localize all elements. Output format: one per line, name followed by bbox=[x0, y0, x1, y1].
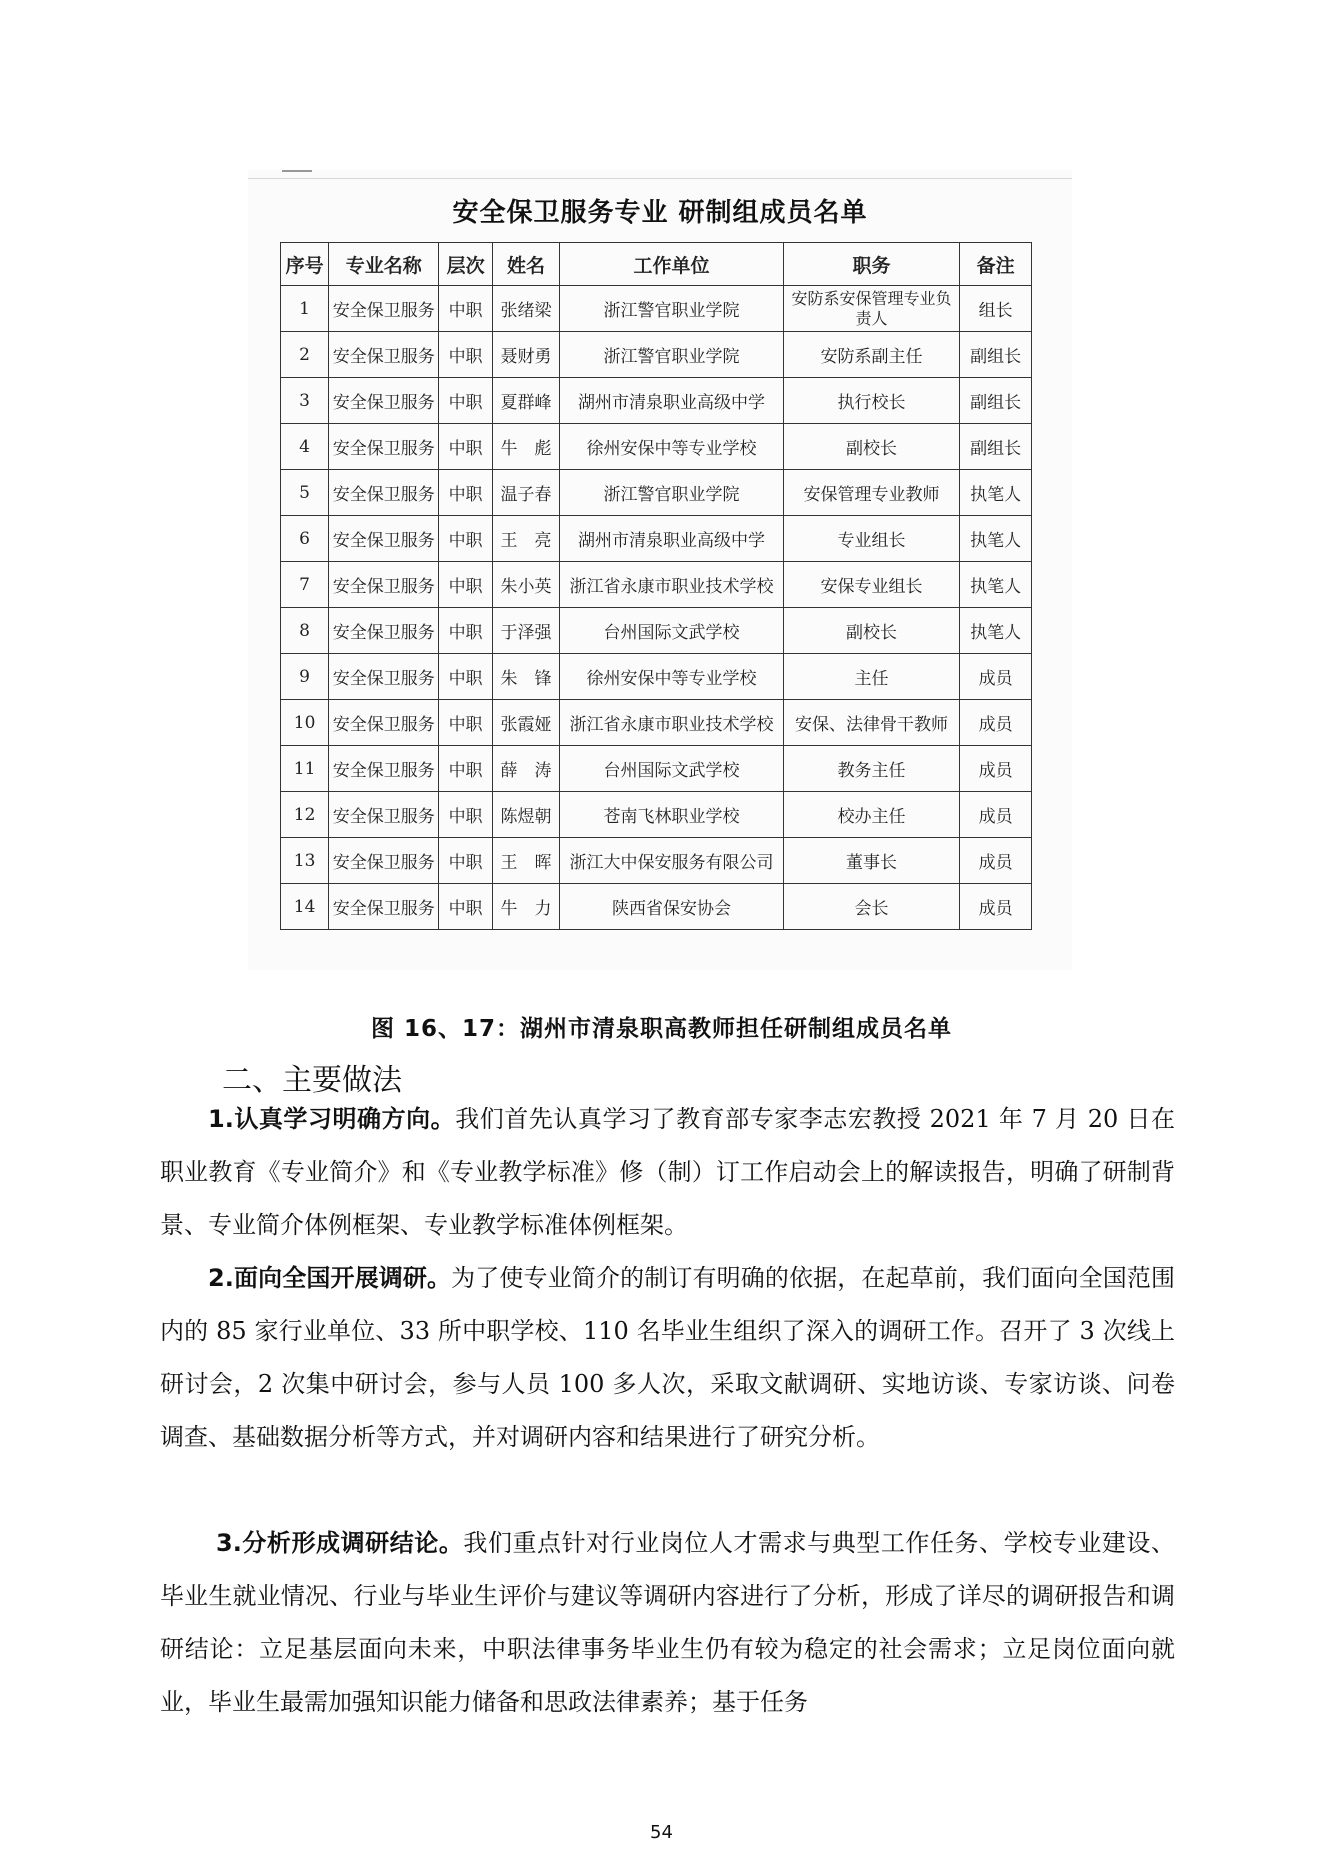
table-row bbox=[281, 332, 1032, 378]
cell-workplace: 徐州安保中等专业学校 bbox=[560, 654, 784, 700]
cell-name: 牛 力 bbox=[492, 884, 559, 930]
cell-position: 安防系副主任 bbox=[783, 332, 960, 378]
cell-major: 安全保卫服务 bbox=[329, 516, 439, 562]
cell-position: 安保专业组长 bbox=[783, 562, 960, 608]
cell-workplace: 台州国际文武学校 bbox=[560, 746, 784, 792]
cell-remark: 执笔人 bbox=[960, 470, 1032, 516]
paragraph-3-lead: 3.分析形成调研结论。 bbox=[216, 1529, 464, 1557]
cell-remark: 副组长 bbox=[960, 424, 1032, 470]
table-row bbox=[281, 746, 1032, 792]
table-row bbox=[281, 792, 1032, 838]
cell-index: 12 bbox=[281, 792, 329, 838]
cell-major: 安全保卫服务 bbox=[329, 746, 439, 792]
cell-name: 薛 涛 bbox=[492, 746, 559, 792]
cell-remark: 成员 bbox=[960, 654, 1032, 700]
cell-level: 中职 bbox=[439, 700, 492, 746]
cell-workplace: 浙江警官职业学院 bbox=[560, 332, 784, 378]
header-level: 层次 bbox=[439, 243, 492, 286]
cell-name: 牛 彪 bbox=[492, 424, 559, 470]
paragraph-1-text: 我们首先认真学习了教育部专家李志宏教授 2021 年 7 月 20 日在职业教育《专业简介》和《专业教学标准》修（制）订工作启动会上的解读报告，明确了研制背景、专业简介体例框架、专业教学标准体例框架。 bbox=[160, 1105, 1175, 1239]
paragraph-2 bbox=[160, 1252, 1175, 1464]
cell-major: 安全保卫服务 bbox=[329, 378, 439, 424]
cell-major: 安全保卫服务 bbox=[329, 286, 439, 332]
cell-remark: 成员 bbox=[960, 838, 1032, 884]
cell-position: 专业组长 bbox=[783, 516, 960, 562]
cell-name: 于泽强 bbox=[492, 608, 559, 654]
cell-position: 副校长 bbox=[783, 608, 960, 654]
cell-level: 中职 bbox=[439, 654, 492, 700]
cell-index: 1 bbox=[281, 286, 329, 332]
cell-position: 主任 bbox=[783, 654, 960, 700]
table-row bbox=[281, 700, 1032, 746]
cell-remark: 成员 bbox=[960, 700, 1032, 746]
cell-workplace: 浙江省永康市职业技术学校 bbox=[560, 700, 784, 746]
cell-index: 8 bbox=[281, 608, 329, 654]
cell-level: 中职 bbox=[439, 516, 492, 562]
cell-remark: 成员 bbox=[960, 884, 1032, 930]
cell-remark: 执笔人 bbox=[960, 562, 1032, 608]
scanned-figure bbox=[248, 170, 1072, 970]
cell-index: 4 bbox=[281, 424, 329, 470]
cell-remark: 组长 bbox=[960, 286, 1032, 332]
cell-position: 董事长 bbox=[783, 838, 960, 884]
cell-name: 王 晖 bbox=[492, 838, 559, 884]
paragraph-2-text: 为了使专业简介的制订有明确的依据，在起草前，我们面向全国范围内的 85 家行业单位、33 所中职学校、110 名毕业生组织了深入的调研工作。召开了 3 次线上研讨会，2 次集中研讨会，参与人员 100 多人次，采取文献调研、实地访谈、专家访谈、问卷调查、基础数据分析等方式，并对调研内容和结果进行了研究分析。 bbox=[160, 1264, 1175, 1451]
figure-title: 安全保卫服务专业 研制组成员名单 bbox=[452, 198, 868, 228]
table-row bbox=[281, 378, 1032, 424]
cell-position: 安防系安保管理专业负责人 bbox=[783, 286, 960, 332]
cell-major: 安全保卫服务 bbox=[329, 884, 439, 930]
cell-name: 夏群峰 bbox=[492, 378, 559, 424]
cell-major: 安全保卫服务 bbox=[329, 332, 439, 378]
cell-workplace: 浙江大中保安服务有限公司 bbox=[560, 838, 784, 884]
cell-name: 朱 锋 bbox=[492, 654, 559, 700]
header-remark: 备注 bbox=[960, 243, 1032, 286]
cell-remark: 执笔人 bbox=[960, 516, 1032, 562]
cell-level: 中职 bbox=[439, 608, 492, 654]
members-table bbox=[280, 242, 1032, 930]
cell-workplace: 浙江警官职业学院 bbox=[560, 470, 784, 516]
table-row bbox=[281, 286, 1032, 332]
cell-name: 聂财勇 bbox=[492, 332, 559, 378]
cell-index: 2 bbox=[281, 332, 329, 378]
cell-workplace: 湖州市清泉职业高级中学 bbox=[560, 378, 784, 424]
cell-index: 3 bbox=[281, 378, 329, 424]
table-row bbox=[281, 470, 1032, 516]
paragraph-3-text: 我们重点针对行业岗位人才需求与典型工作任务、学校专业建设、毕业生就业情况、行业与毕业生评价与建议等调研内容进行了分析，形成了详尽的调研报告和调研结论：立足基层面向未来，中职法律事务毕业生仍有较为稳定的社会需求；立足岗位面向就业，毕业生最需加强知识能力储备和思政法律素养；基于任务 bbox=[160, 1529, 1175, 1716]
cell-workplace: 徐州安保中等专业学校 bbox=[560, 424, 784, 470]
cell-index: 9 bbox=[281, 654, 329, 700]
cell-index: 14 bbox=[281, 884, 329, 930]
header-name: 姓名 bbox=[492, 243, 559, 286]
scan-edge-line bbox=[248, 178, 1072, 179]
cell-workplace: 台州国际文武学校 bbox=[560, 608, 784, 654]
cell-index: 7 bbox=[281, 562, 329, 608]
cell-position: 副校长 bbox=[783, 424, 960, 470]
cell-workplace: 湖州市清泉职业高级中学 bbox=[560, 516, 784, 562]
cell-level: 中职 bbox=[439, 424, 492, 470]
cell-level: 中职 bbox=[439, 562, 492, 608]
cell-major: 安全保卫服务 bbox=[329, 838, 439, 884]
cell-name: 王 亮 bbox=[492, 516, 559, 562]
cell-major: 安全保卫服务 bbox=[329, 700, 439, 746]
cell-major: 安全保卫服务 bbox=[329, 562, 439, 608]
cell-position: 安保、法律骨干教师 bbox=[783, 700, 960, 746]
table-row bbox=[281, 562, 1032, 608]
cell-index: 5 bbox=[281, 470, 329, 516]
cell-remark: 成员 bbox=[960, 792, 1032, 838]
paragraph-3 bbox=[160, 1517, 1175, 1729]
table-row bbox=[281, 884, 1032, 930]
table-row bbox=[281, 608, 1032, 654]
cell-index: 11 bbox=[281, 746, 329, 792]
cell-major: 安全保卫服务 bbox=[329, 654, 439, 700]
cell-remark: 成员 bbox=[960, 746, 1032, 792]
cell-name: 张霞娅 bbox=[492, 700, 559, 746]
cell-index: 10 bbox=[281, 700, 329, 746]
cell-position: 校办主任 bbox=[783, 792, 960, 838]
cell-level: 中职 bbox=[439, 838, 492, 884]
cell-major: 安全保卫服务 bbox=[329, 608, 439, 654]
cell-position: 教务主任 bbox=[783, 746, 960, 792]
table-body bbox=[281, 286, 1032, 930]
figure-caption: 图 16、17：湖州市清泉职高教师担任研制组成员名单 bbox=[370, 1016, 953, 1042]
paragraph-1 bbox=[160, 1093, 1175, 1252]
cell-workplace: 浙江省永康市职业技术学校 bbox=[560, 562, 784, 608]
cell-major: 安全保卫服务 bbox=[329, 424, 439, 470]
cell-index: 13 bbox=[281, 838, 329, 884]
cell-position: 执行校长 bbox=[783, 378, 960, 424]
scan-corner-mark bbox=[282, 170, 312, 184]
cell-level: 中职 bbox=[439, 746, 492, 792]
cell-position: 安保管理专业教师 bbox=[783, 470, 960, 516]
table-row bbox=[281, 516, 1032, 562]
table-row bbox=[281, 424, 1032, 470]
cell-index: 6 bbox=[281, 516, 329, 562]
paragraph-1-lead: 1.认真学习明确方向。 bbox=[208, 1105, 456, 1133]
cell-level: 中职 bbox=[439, 378, 492, 424]
cell-remark: 副组长 bbox=[960, 378, 1032, 424]
cell-workplace: 浙江警官职业学院 bbox=[560, 286, 784, 332]
cell-level: 中职 bbox=[439, 470, 492, 516]
cell-level: 中职 bbox=[439, 332, 492, 378]
cell-level: 中职 bbox=[439, 884, 492, 930]
cell-name: 朱小英 bbox=[492, 562, 559, 608]
header-workplace: 工作单位 bbox=[560, 243, 784, 286]
header-position: 职务 bbox=[783, 243, 960, 286]
cell-level: 中职 bbox=[439, 286, 492, 332]
paragraph-2-lead: 2.面向全国开展调研。 bbox=[208, 1264, 452, 1292]
cell-workplace: 苍南飞林职业学校 bbox=[560, 792, 784, 838]
header-index: 序号 bbox=[281, 243, 329, 286]
cell-level: 中职 bbox=[439, 792, 492, 838]
section-heading: 二、主要做法 bbox=[222, 1063, 402, 1098]
table-row bbox=[281, 654, 1032, 700]
cell-remark: 副组长 bbox=[960, 332, 1032, 378]
page-number: 54 bbox=[650, 1822, 673, 1843]
cell-name: 张绪梁 bbox=[492, 286, 559, 332]
table-row bbox=[281, 838, 1032, 884]
table-header-row bbox=[281, 243, 1032, 286]
cell-major: 安全保卫服务 bbox=[329, 470, 439, 516]
cell-major: 安全保卫服务 bbox=[329, 792, 439, 838]
header-major: 专业名称 bbox=[329, 243, 439, 286]
cell-remark: 执笔人 bbox=[960, 608, 1032, 654]
cell-workplace: 陕西省保安协会 bbox=[560, 884, 784, 930]
cell-position: 会长 bbox=[783, 884, 960, 930]
cell-name: 温子春 bbox=[492, 470, 559, 516]
cell-name: 陈煜朝 bbox=[492, 792, 559, 838]
